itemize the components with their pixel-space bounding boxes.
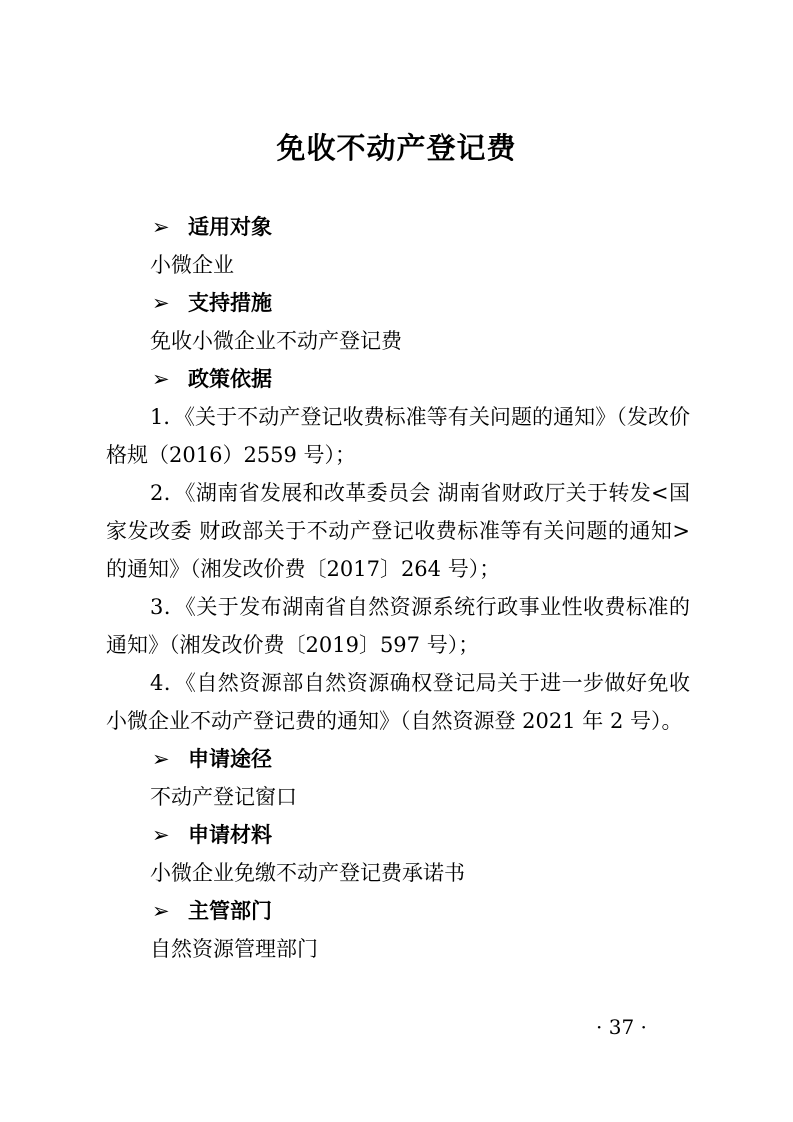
section-heading-label: 申请材料: [188, 823, 272, 847]
basis-item-1: 1．《关于不动产登记收费标准等有关问题的通知》（发改价格规（2016）2559 号）；: [106, 405, 690, 467]
section-heading-basis: [106, 360, 690, 398]
arrow-bullet-icon: ➢: [152, 367, 170, 391]
arrow-bullet-icon: ➢: [152, 747, 170, 771]
arrow-bullet-icon: ➢: [152, 291, 170, 315]
basis-item-3: 3．《关于发布湖南省自然资源系统行政事业性收费标准的通知》（湘发改价费〔2019〕597 号）；: [106, 595, 690, 657]
section-heading-label: 政策依据: [188, 367, 272, 391]
section-body-target: 小微企业: [150, 253, 234, 277]
section-heading-target: [106, 208, 690, 246]
section-body-measures: 免收小微企业不动产登记费: [150, 329, 402, 353]
section-heading-label: 支持措施: [188, 291, 272, 315]
section-heading-materials: [106, 816, 690, 854]
section-heading-label: 主管部门: [188, 899, 272, 923]
page-number: · 37 ·: [596, 1015, 647, 1039]
section-heading-department: [106, 892, 690, 930]
section-heading-label: 适用对象: [188, 215, 272, 239]
section-body-materials: 小微企业免缴不动产登记费承诺书: [150, 861, 465, 885]
section-body-channel: 不动产登记窗口: [150, 785, 297, 809]
section-heading-measures: [106, 284, 690, 322]
arrow-bullet-icon: ➢: [152, 215, 170, 239]
basis-item-4: 4．《自然资源部自然资源确权登记局关于进一步做好免收小微企业不动产登记费的通知》（自然资源登 2021 年 2 号）。: [106, 671, 690, 733]
section-heading-channel: [106, 740, 690, 778]
basis-item-2: 2．《湖南省发展和改革委员会 湖南省财政厅关于转发<国家发改委 财政部关于不动产登记收费标准等有关问题的通知>的通知》（湘发改价费〔2017〕264 号）；: [106, 481, 690, 581]
page-title: 免收不动产登记费: [276, 131, 517, 165]
arrow-bullet-icon: ➢: [152, 823, 170, 847]
section-heading-label: 申请途径: [188, 747, 272, 771]
arrow-bullet-icon: ➢: [152, 899, 170, 923]
section-body-department: 自然资源管理部门: [150, 937, 318, 961]
document-body: [106, 208, 690, 968]
